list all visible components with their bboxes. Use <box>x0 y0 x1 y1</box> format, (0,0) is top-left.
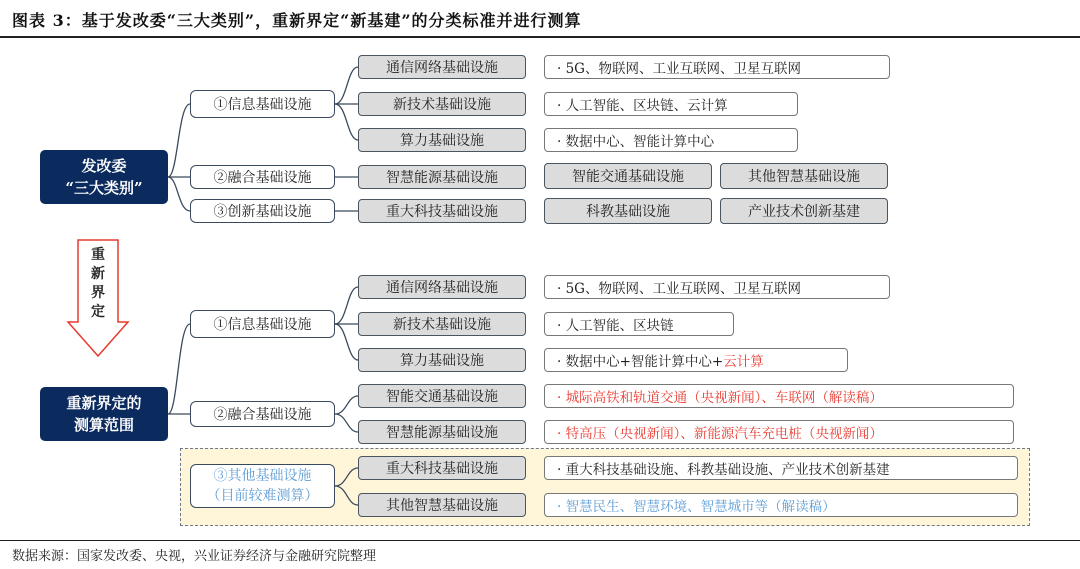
top-extra-sci-edu: 科教基础设施 <box>544 198 712 224</box>
bottom-sub-computing: 算力基础设施 <box>358 348 526 372</box>
bottom-root-line2: 测算范围 <box>73 416 134 434</box>
top-desc-network: · 5G、物联网、工业互联网、卫星互联网 <box>544 55 890 79</box>
top-extra-industry-tech: 产业技术创新基建 <box>720 198 888 224</box>
top-desc-newtech: · 人工智能、区块链、云计算 <box>544 92 798 116</box>
top-sub-smart-energy: 智慧能源基础设施 <box>358 165 526 189</box>
bottom-cat-info-infra: ①信息基础设施 <box>190 310 335 338</box>
bottom-sub-major-sci: 重大科技基础设施 <box>358 456 526 480</box>
top-desc-computing: · 数据中心、智能计算中心 <box>544 128 798 152</box>
bottom-desc-newtech: · 人工智能、区块链 <box>544 312 734 336</box>
top-extra-smart-transport: 智能交通基础设施 <box>544 163 712 189</box>
top-root-line2: “三大类别” <box>65 179 143 197</box>
top-sub-newtech: 新技术基础设施 <box>358 92 526 116</box>
bottom-root-box <box>40 387 168 441</box>
bottom-desc-computing <box>544 348 848 372</box>
bottom-desc-other-smart: · 智慧民生、智慧环境、智慧城市等（解读稿） <box>544 493 1018 517</box>
bottom-sub-smart-energy: 智慧能源基础设施 <box>358 420 526 444</box>
bottom-desc-computing-text: · 数据中心+智能计算中心+ <box>557 354 724 370</box>
bottom-desc-network: · 5G、物联网、工业互联网、卫星互联网 <box>544 275 890 299</box>
top-cat-fusion-infra: ②融合基础设施 <box>190 165 335 189</box>
top-sub-major-sci: 重大科技基础设施 <box>358 199 526 223</box>
bottom-rule <box>0 540 1080 541</box>
bottom-sub-other-smart: 其他智慧基础设施 <box>358 493 526 517</box>
top-extra-other-smart: 其他智慧基础设施 <box>720 163 888 189</box>
figure-title: 图表 3：基于发改委“三大类别”，重新界定“新基建”的分类标准并进行测算 <box>12 11 582 30</box>
bottom-sub-smart-transport: 智能交通基础设施 <box>358 384 526 408</box>
bottom-sub-newtech: 新技术基础设施 <box>358 312 526 336</box>
top-root-line1: 发改委 <box>81 157 127 175</box>
top-sub-computing: 算力基础设施 <box>358 128 526 152</box>
bottom-root-line1: 重新界定的 <box>66 394 142 412</box>
bottom-cat3-line2: （目前较难测算） <box>206 488 319 504</box>
redefine-label: 重 新 界 定 <box>91 247 105 320</box>
bottom-cat3-line1: ③其他基础设施 <box>213 468 312 484</box>
bottom-desc-cloud-red: 云计算 <box>723 354 764 370</box>
bottom-cat-other-infra <box>190 464 335 508</box>
top-cat-innovation-infra: ③创新基础设施 <box>190 199 335 223</box>
top-root-box <box>40 150 168 204</box>
bottom-sub-network: 通信网络基础设施 <box>358 275 526 299</box>
bottom-desc-smart-energy: · 特高压（央视新闻）、新能源汽车充电桩（央视新闻） <box>544 420 1014 444</box>
bottom-cat-fusion-infra: ②融合基础设施 <box>190 401 335 427</box>
top-cat-info-infra: ①信息基础设施 <box>190 90 335 118</box>
bottom-desc-smart-transport: · 城际高铁和轨道交通（央视新闻）、车联网（解读稿） <box>544 384 1014 408</box>
bottom-desc-major-sci: · 重大科技基础设施、科教基础设施、产业技术创新基建 <box>544 456 1018 480</box>
top-sub-network: 通信网络基础设施 <box>358 55 526 79</box>
data-source-note: 数据来源：国家发改委、央视，兴业证券经济与金融研究院整理 <box>12 549 377 564</box>
